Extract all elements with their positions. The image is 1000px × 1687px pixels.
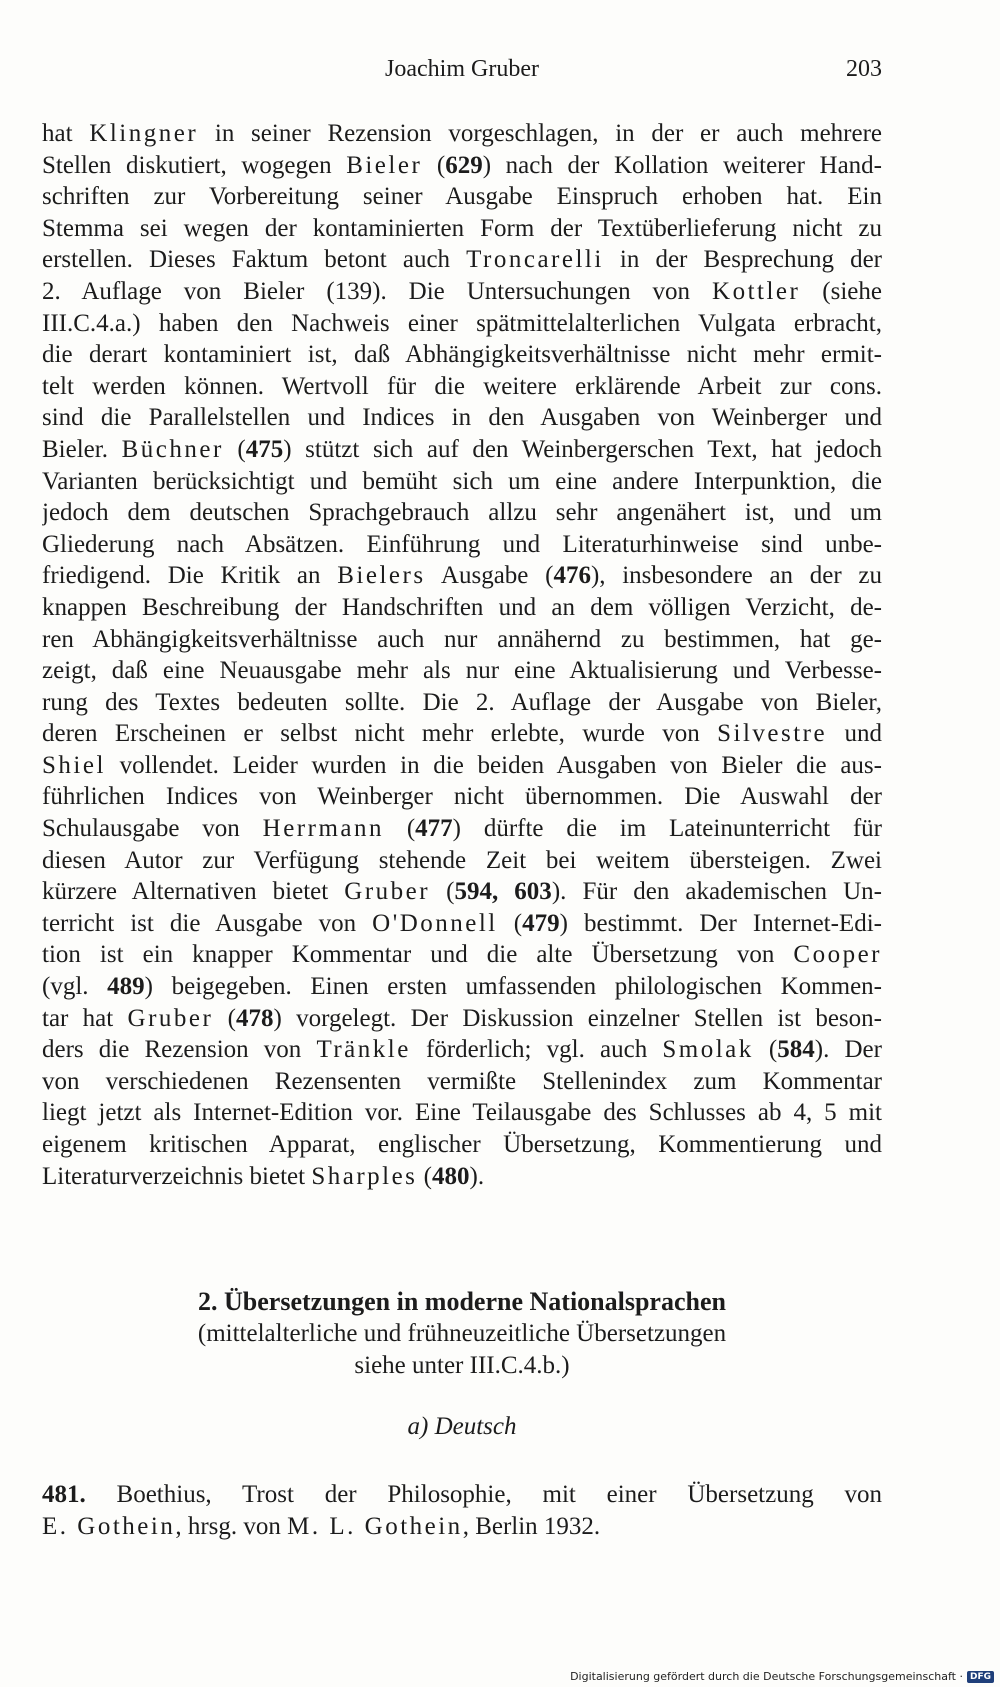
text-line	[42, 244, 882, 276]
text-line	[42, 434, 882, 466]
text-line	[42, 1066, 882, 1098]
dfg-logo: DFG	[967, 1671, 994, 1683]
reference-number: 584	[777, 1036, 815, 1064]
text-run: rung des Textes bedeuten sollte. Die 2. Auflage der Ausgabe von Bieler,	[42, 688, 882, 716]
text-line	[42, 213, 882, 245]
text-run: (	[417, 1162, 432, 1190]
text-run: (	[384, 815, 416, 843]
text-run: die derart kontaminiert ist, daß Abhängigkeitsverhältnisse nicht mehr ermit-	[42, 341, 882, 369]
entry-line	[42, 1511, 882, 1543]
author-name: Smolak	[662, 1036, 754, 1064]
text-line	[42, 939, 882, 971]
text-run: vollendet. Leider wurden in die beiden Ausgaben von Bieler die aus-	[105, 751, 882, 779]
text-line	[42, 308, 882, 340]
text-line	[42, 845, 882, 877]
author-name: E. Gothein	[42, 1513, 176, 1540]
text-run: ) vorgelegt. Der Diskussion einzelner Stellen ist beson-	[273, 1004, 882, 1032]
reference-number: 629	[445, 151, 483, 179]
author-name: Troncarelli	[466, 246, 604, 274]
text-run: (	[223, 435, 246, 463]
text-run: zeigt, daß eine Neuausgabe mehr als nur eine Aktualisierung und Verbesse-	[42, 657, 882, 685]
author-name: Tränkle	[316, 1036, 411, 1064]
text-run: ) bestimmt. Der Internet-Edi-	[559, 909, 882, 937]
text-line	[42, 876, 882, 908]
bibliography-entry	[42, 1479, 882, 1543]
author-name: Bielers	[337, 562, 426, 590]
text-run: Bieler.	[42, 435, 122, 463]
text-run: III.C.4.a.) haben den Nachweis einer spätmittelalterlichen Vulgata erbracht,	[42, 309, 882, 337]
text-line	[42, 181, 882, 213]
author-name: Bieler	[346, 151, 423, 179]
text-run: ). Der	[814, 1036, 882, 1064]
text-run: ) nach der Kollation weiterer Hand-	[482, 151, 882, 179]
text-line	[42, 1097, 882, 1129]
reference-number: 481.	[42, 1481, 86, 1508]
text-line	[42, 276, 882, 308]
text-run: Stemma sei wegen der kontaminierten Form der Textüberlieferung nicht zu	[42, 214, 882, 242]
text-line	[42, 1003, 882, 1035]
text-run: ) beigegeben. Einen ersten umfassenden philologischen Kommen-	[144, 973, 882, 1001]
author-name: O'Donnell	[372, 909, 498, 937]
entry-line	[42, 1479, 882, 1511]
text-line	[42, 813, 882, 845]
text-line	[42, 466, 882, 498]
text-run: ders die Rezension von	[42, 1036, 317, 1064]
author-name: Cooper	[793, 941, 882, 969]
text-run: Literaturverzeichnis bietet	[42, 1162, 312, 1190]
text-run: Boethius, Trost der Philosophie, mit einer Übersetzung von	[85, 1481, 882, 1508]
text-run: (	[213, 1004, 236, 1032]
text-run: ren Abhängigkeitsverhältnisse auch nur annähernd zu bestimmen, hat ge-	[42, 625, 882, 653]
text-run: ) dürfte die im Lateinunterricht für	[452, 815, 882, 843]
running-head: Joachim Gruber	[385, 56, 539, 82]
digitization-footer	[570, 1670, 994, 1683]
text-run: (siehe	[800, 277, 882, 305]
text-line	[42, 971, 882, 1003]
text-line	[42, 781, 882, 813]
text-line	[42, 1034, 882, 1066]
text-run: Stellen diskutiert, wogegen	[42, 151, 347, 179]
text-run: führlichen Indices von Weinberger nicht übernommen. Die Auswahl der	[42, 783, 882, 811]
text-run: deren Erscheinen er selbst nicht mehr erlebte, wurde von	[42, 720, 718, 748]
text-line	[42, 118, 882, 150]
text-line	[42, 655, 882, 687]
text-run: 2. Auflage von Bieler (139). Die Untersuchungen von	[42, 277, 713, 305]
text-line	[42, 497, 882, 529]
text-run: von verschiedenen Rezensenten vermißte Stellenindex zum Kommentar	[42, 1067, 882, 1095]
text-run: erstellen. Dieses Faktum betont auch	[42, 246, 467, 274]
text-run: , Berlin 1932.	[462, 1513, 601, 1540]
text-run: friedigend. Die Kritik an	[42, 562, 338, 590]
author-name: M. L. Gothein	[287, 1513, 463, 1540]
text-run: (	[422, 151, 446, 179]
subsection-heading: a) Deutsch	[407, 1413, 517, 1440]
reference-number: 594, 603	[454, 878, 552, 906]
text-run: jedoch dem deutschen Sprachgebrauch allzu sehr angenähert ist, und um	[42, 499, 882, 527]
text-run: förderlich; vgl. auch	[410, 1036, 663, 1064]
text-run: hat	[42, 120, 90, 147]
reference-number: 480	[432, 1162, 470, 1190]
text-line	[42, 718, 882, 750]
author-name: Klingner	[89, 120, 199, 147]
reference-number: 475	[245, 435, 284, 463]
text-run: ), insbesondere an der zu	[590, 562, 882, 590]
text-line	[42, 687, 882, 719]
text-run: (	[497, 909, 523, 937]
text-line	[42, 592, 882, 624]
author-name: Herrmann	[262, 815, 384, 843]
reference-number: 489	[107, 973, 145, 1001]
reference-number: 479	[522, 909, 560, 937]
author-name: Büchner	[121, 435, 224, 463]
text-run: terricht ist die Ausgabe von	[42, 909, 373, 937]
text-run: Varianten berücksichtigt und bemüht sich um eine andere Interpunktion, die	[42, 467, 882, 495]
text-run: ). Für den akademischen Un-	[551, 878, 882, 906]
section-title: 2. Übersetzungen in moderne Nationalsprachen	[198, 1287, 726, 1316]
reference-number: 477	[415, 815, 453, 843]
text-line	[42, 371, 882, 403]
author-name: Gruber	[344, 878, 431, 906]
text-run: tar hat	[42, 1004, 128, 1032]
text-run: (	[753, 1036, 778, 1064]
body-paragraph	[42, 118, 882, 1192]
text-run: (vgl.	[42, 973, 108, 1001]
reference-number: 478	[235, 1004, 274, 1032]
page-number: 203	[846, 56, 882, 82]
text-line	[42, 339, 882, 371]
text-line	[42, 1161, 882, 1193]
text-run: telt werden können. Wertvoll für die weitere erklärende Arbeit zur cons.	[42, 372, 882, 400]
text-run: Schulausgabe von	[42, 815, 263, 843]
text-run: in der Besprechung der	[603, 246, 882, 274]
text-run: diesen Autor zur Verfügung stehende Zeit bei weitem übersteigen. Zwei	[42, 846, 882, 874]
text-run: ).	[469, 1162, 485, 1190]
text-run: Ausgabe (	[425, 562, 554, 590]
text-run: eigenem kritischen Apparat, englischer Übersetzung, Kommentierung und	[42, 1131, 882, 1158]
text-run: (	[430, 878, 455, 906]
text-line	[42, 529, 882, 561]
text-line	[42, 150, 882, 182]
author-name: Shiel	[42, 751, 106, 779]
text-run: Gliederung nach Absätzen. Einführung und Literaturhinweise sind unbe-	[42, 530, 882, 558]
text-line	[42, 402, 882, 434]
text-line	[42, 908, 882, 940]
text-run: kürzere Alternativen bietet	[42, 878, 345, 906]
text-run: sind die Parallelstellen und Indices in den Ausgaben von Weinberger und	[42, 404, 882, 432]
author-name: Gruber	[127, 1004, 214, 1032]
text-run: liegt jetzt als Internet-Edition vor. Eine Teilausgabe des Schlusses ab 4, 5 mit	[42, 1099, 882, 1127]
footer-text: Digitalisierung gefördert durch die Deutsche Forschungsgemeinschaft ·	[570, 1670, 963, 1683]
text-run: , hrsg. von	[175, 1513, 288, 1540]
text-line	[42, 1129, 882, 1161]
text-line	[42, 750, 882, 782]
reference-number: 476	[553, 562, 591, 590]
text-line	[42, 624, 882, 656]
author-name: Sharples	[311, 1162, 418, 1190]
text-run: schriften zur Vorbereitung seiner Ausgabe Einspruch erhoben hat. Ein	[42, 183, 882, 211]
text-line	[42, 560, 882, 592]
section-subtitle-line-1: (mittelalterliche und frühneuzeitliche Übersetzungen	[197, 1320, 727, 1347]
text-run: und	[827, 720, 882, 748]
text-run: in seiner Rezension vorgeschlagen, in der er auch mehrere	[198, 120, 882, 147]
section-subtitle-line-2: siehe unter III.C.4.b.)	[354, 1352, 570, 1379]
text-run: tion ist ein knapper Kommentar und die alte Übersetzung von	[42, 941, 794, 969]
text-run: ) stützt sich auf den Weinbergerschen Text, hat jedoch	[283, 435, 882, 463]
author-name: Silvestre	[717, 720, 828, 748]
text-run: knappen Beschreibung der Handschriften und an dem völligen Verzicht, de-	[42, 593, 882, 621]
author-name: Kottler	[712, 277, 801, 305]
page-header	[42, 52, 882, 86]
